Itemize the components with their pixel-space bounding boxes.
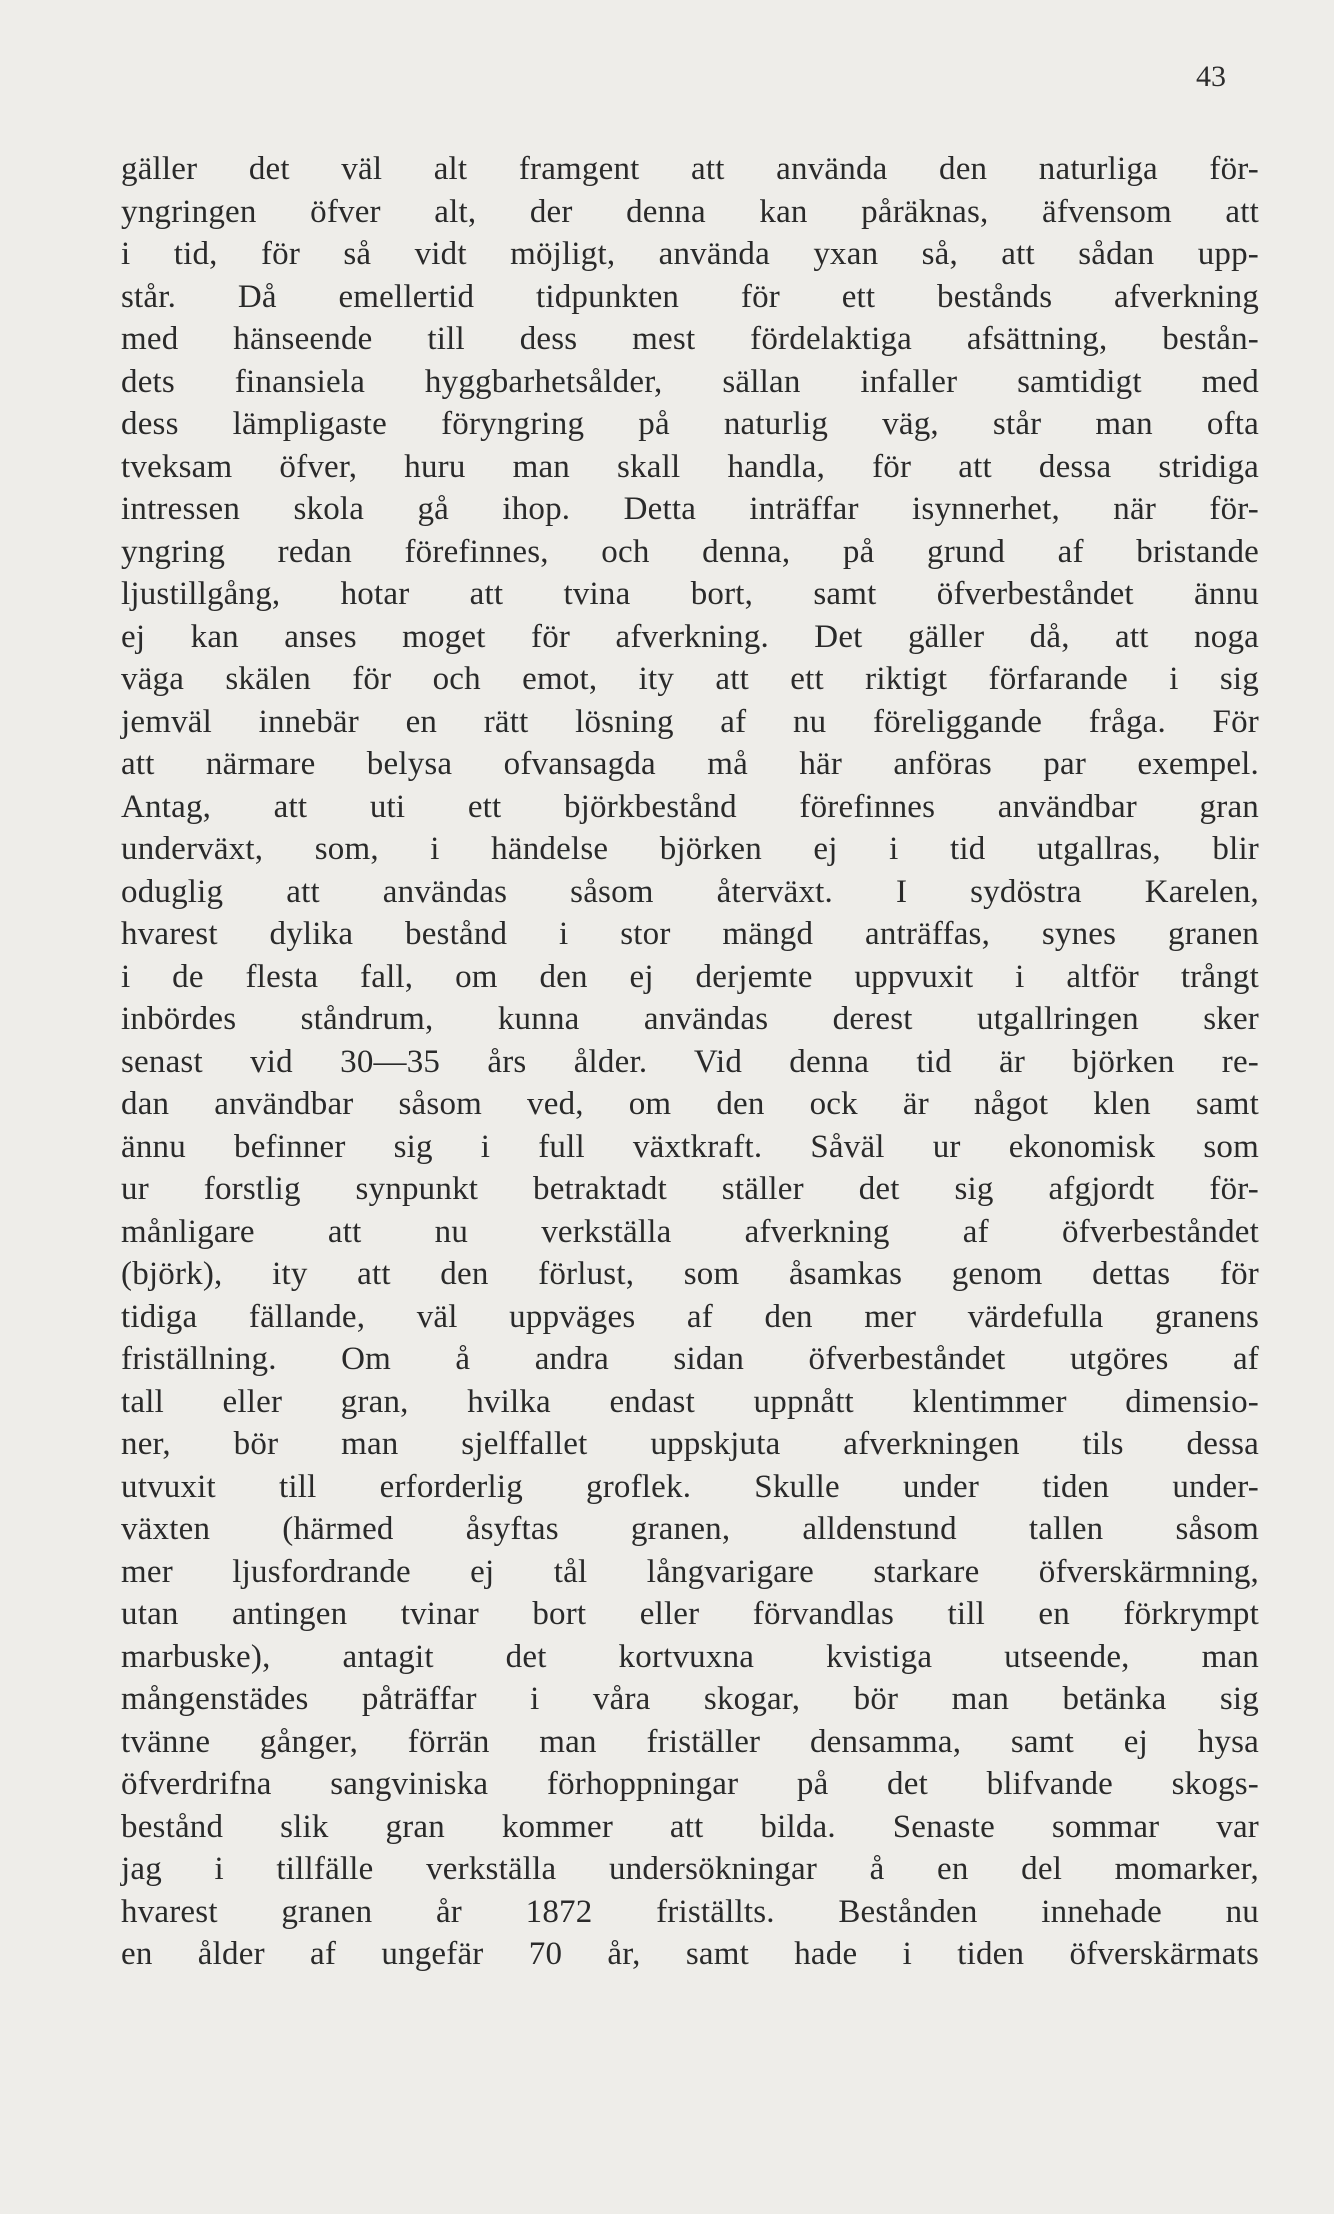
text-line: ännu befinner sig i full växtkraft. Såväl ur ekonomisk som [121, 1128, 1259, 1165]
text-line: bestånd slik gran kommer att bilda. Senaste sommar var [121, 1808, 1259, 1845]
text-line: står. Då emellertid tidpunkten för ett bestånds afverkning [121, 278, 1259, 315]
text-line: ej kan anses moget för afverkning. Det gäller då, att noga [121, 618, 1259, 655]
text-line: utan antingen tvinar bort eller förvandlas till en förkrympt [121, 1596, 1259, 1632]
text-line: väga skälen för och emot, ity att ett riktigt förfarande i sig [121, 661, 1259, 697]
text-line: utvuxit till erforderlig groflek. Skulle under tiden under- [121, 1468, 1259, 1505]
text-line: dets finansiela hyggbarhetsålder, sällan infaller samtidigt med [121, 363, 1259, 400]
text-line: ur forstlig synpunkt betraktadt ställer det sig afgjordt för- [121, 1171, 1259, 1207]
text-line: i tid, för så vidt möjligt, använda yxan så, att sådan upp- [121, 236, 1259, 272]
text-line: hvarest granen år 1872 friställts. Bestånden innehade nu [121, 1893, 1259, 1930]
text-line: yngring redan förefinnes, och denna, på grund af bristande [121, 533, 1259, 570]
text-line: dan användbar såsom ved, om den ock är något klen samt [121, 1086, 1259, 1122]
text-line: med hänseende till dess mest fördelaktiga afsättning, bestån- [121, 321, 1259, 357]
text-line: mer ljusfordrande ej tål långvarigare starkare öfverskärmning, [121, 1553, 1259, 1590]
text-line: växten (härmed åsyftas granen, alldenstund tallen såsom [121, 1511, 1259, 1547]
text-line: friställning. Om å andra sidan öfverbeståndet utgöres af [121, 1341, 1259, 1377]
text-line: jemväl innebär en rätt lösning af nu föreliggande fråga. För [121, 703, 1259, 740]
text-line: (björk), ity att den förlust, som åsamkas genom dettas för [121, 1256, 1259, 1292]
text-line: underväxt, som, i händelse björken ej i tid utgallras, blir [121, 831, 1259, 867]
text-line: yngringen öfver alt, der denna kan påräknas, äfvensom att [121, 193, 1259, 230]
text-line: marbuske), antagit det kortvuxna kvistiga utseende, man [121, 1638, 1259, 1675]
text-line: ner, bör man sjelffallet uppskjuta afverkningen tils dessa [121, 1426, 1259, 1462]
text-line: inbördes ståndrum, kunna användas derest utgallringen sker [121, 1001, 1259, 1037]
page-number: 43 [1196, 60, 1226, 93]
text-line: gäller det väl alt framgent att använda den naturliga för- [121, 151, 1259, 187]
text-line: månligare att nu verkställa afverkning af öfverbeståndet [121, 1213, 1259, 1250]
text-line: tveksam öfver, huru man skall handla, för att dessa stridiga [121, 448, 1259, 485]
text-line: ljustillgång, hotar att tvina bort, samt öfverbeståndet ännu [121, 576, 1259, 612]
text-line: tvänne gånger, förrän man friställer densamma, samt ej hysa [121, 1723, 1259, 1760]
text-line: mångenstädes påträffar i våra skogar, bör man betänka sig [121, 1681, 1259, 1717]
text-line: öfverdrifna sangviniska förhoppningar på det blifvande skogs- [121, 1766, 1259, 1802]
text-line: intressen skola gå ihop. Detta inträffar isynnerhet, när för- [121, 491, 1259, 527]
body-text [121, 148, 1259, 1976]
text-line: tall eller gran, hvilka endast uppnått klentimmer dimensio- [121, 1383, 1259, 1420]
text-line: senast vid 30—35 års ålder. Vid denna tid är björken re- [121, 1043, 1259, 1080]
text-line: oduglig att användas såsom återväxt. I sydöstra Karelen, [121, 873, 1259, 910]
text-line: tidiga fällande, väl uppväges af den mer värdefulla granens [121, 1298, 1259, 1335]
text-line: Antag, att uti ett björkbestånd förefinnes användbar gran [121, 788, 1259, 825]
text-line: hvarest dylika bestånd i stor mängd anträffas, synes granen [121, 916, 1259, 952]
text-line: i de flesta fall, om den ej derjemte uppvuxit i altför trångt [121, 958, 1259, 995]
text-line: jag i tillfälle verkställa undersökningar å en del momarker, [121, 1851, 1259, 1887]
text-line: en ålder af ungefär 70 år, samt hade i tiden öfverskärmats [121, 1936, 1259, 1972]
text-line: att närmare belysa ofvansagda må här anföras par exempel. [121, 746, 1259, 782]
text-line: dess lämpligaste föryngring på naturlig väg, står man ofta [121, 406, 1259, 442]
